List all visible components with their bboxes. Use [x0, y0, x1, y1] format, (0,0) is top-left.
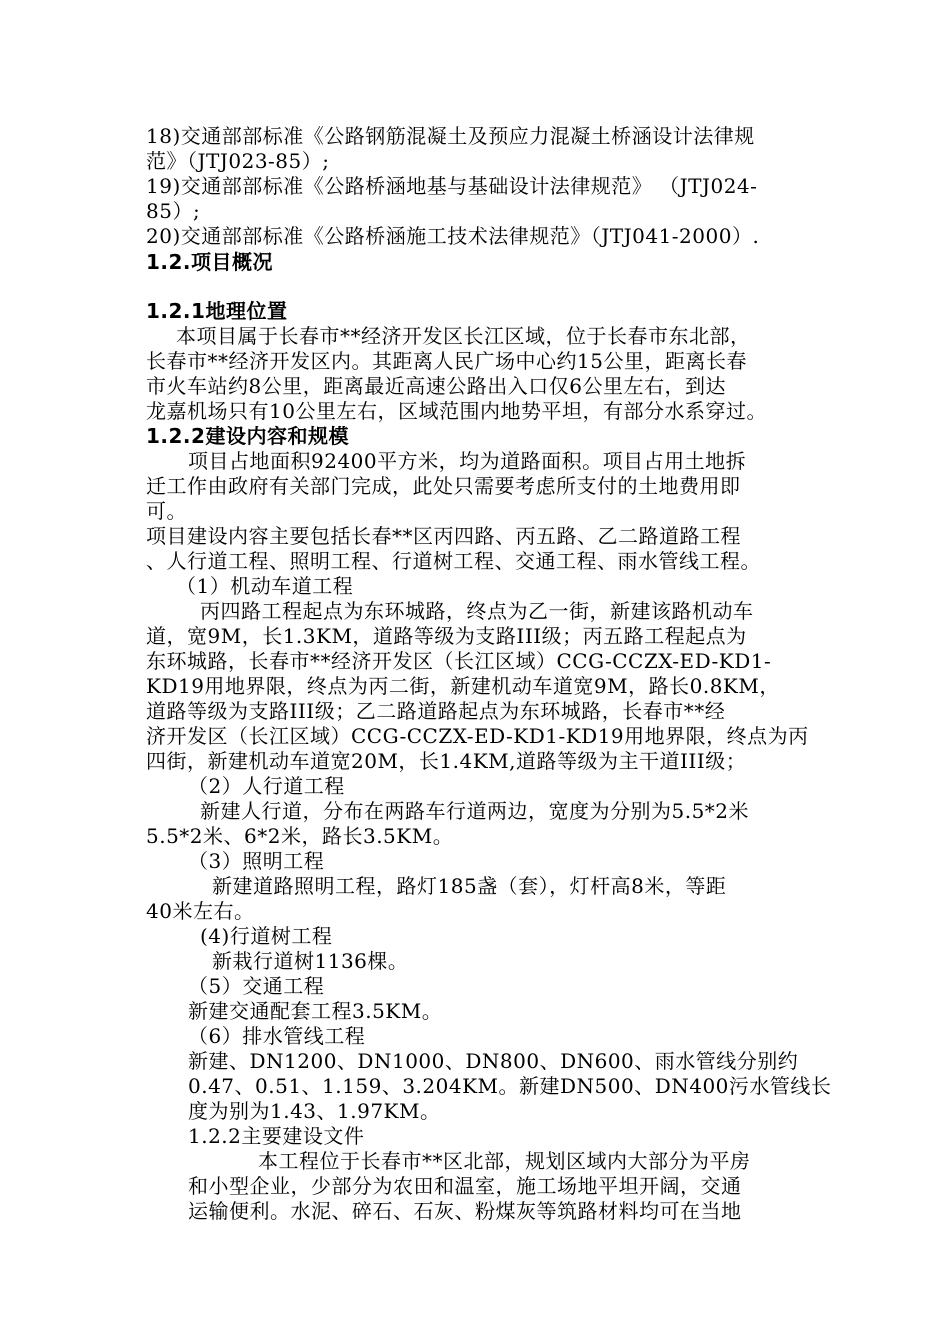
drainage-line: 度为别为1.43、1.97KM。 — [188, 1099, 441, 1123]
sidewalk-line: 新建人行道，分布在两路车行道两边，宽度为分别为5.5*2米 — [200, 799, 750, 823]
motor-lane-line: 丙四路工程起点为东环城路，终点为乙一街，新建该路机动车 — [200, 599, 754, 623]
scope-paragraph-line: 项目占地面积92400平方米，均为道路面积。项目占用土地拆 — [188, 449, 747, 473]
heading-project-overview: 1.2.项目概况 — [146, 250, 274, 274]
section-street-trees-title: (4)行道树工程 — [200, 924, 333, 948]
section-traffic-title: （5）交通工程 — [188, 974, 325, 998]
section-sidewalk-title: （2）人行道工程 — [188, 774, 345, 798]
scope-paragraph-line: 项目建设内容主要包括长春**区丙四路、丙五路、乙二路道路工程 — [146, 524, 741, 548]
documents-paragraph-line: 运输便利。水泥、碎石、石灰、粉煤灰等筑路材料均可在当地 — [188, 1199, 742, 1223]
documents-paragraph-line: 本工程位于长春市**区北部，规划区域内大部分为平房 — [258, 1149, 751, 1173]
section-drainage-title: （6）排水管线工程 — [188, 1024, 366, 1048]
motor-lane-line: 四街，新建机动车道宽20M，长1.4KM,道路等级为主干道III级； — [146, 749, 747, 773]
heading-construction-scope: 1.2.2建设内容和规模 — [146, 424, 349, 448]
section-motor-lane-title: （1）机动车道工程 — [176, 574, 354, 598]
motor-lane-line: 道路等级为支路III级；乙二路道路起点为东环城路，长春市**经 — [146, 699, 726, 723]
scope-paragraph-line: 可。 — [146, 499, 187, 523]
motor-lane-line: 道，宽9M，长1.3KM，道路等级为支路III级；丙五路工程起点为 — [146, 624, 747, 648]
location-paragraph-line: 市火车站约8公里，距离最近高速公路出入口仅6公里左右，到达 — [146, 374, 726, 398]
lighting-line: 新建道路照明工程，路灯185盏（套），灯杆高8米，等距 — [212, 874, 727, 898]
section-lighting-title: （3）照明工程 — [188, 849, 325, 873]
location-paragraph-line: 龙嘉机场只有10公里左右，区域范围内地势平坦，有部分水系穿过。 — [146, 399, 767, 423]
scope-paragraph-line: 迁工作由政府有关部门完成，此处只需要考虑所支付的土地费用即 — [146, 474, 741, 498]
drainage-line: 0.47、0.51、1.159、3.204KM。新建DN500、DN400污水管线长 — [188, 1074, 832, 1098]
drainage-line: 新建、DN1200、DN1000、DN800、DN600、雨水管线分别约 — [188, 1049, 799, 1073]
lighting-line: 40米左右。 — [146, 899, 255, 923]
motor-lane-line: 济开发区（长江区域）CCG-CCZX-ED-KD1-KD19用地界限，终点为丙 — [146, 724, 809, 748]
traffic-line: 新建交通配套工程3.5KM。 — [188, 999, 443, 1023]
location-paragraph-line: 本项目属于长春市**经济开发区长江区域，位于长春市东北部， — [176, 324, 751, 348]
location-paragraph-line: 长春市**经济开发区内。其距离人民广场中心约15公里，距离长春 — [146, 349, 747, 373]
reference-19-line-2: 85）; — [146, 199, 201, 223]
reference-18-line-1: 18)交通部部标准《公路钢筋混凝土及预应力混凝土桥涵设计法律规 — [146, 124, 755, 148]
reference-19-line-1: 19)交通部部标准《公路桥涵地基与基础设计法律规范》 （JTJ024- — [146, 174, 758, 198]
motor-lane-line: KD19用地界限，终点为丙二街，新建机动车道宽9M，路长0.8KM， — [146, 674, 780, 698]
heading-construction-documents: 1.2.2主要建设文件 — [188, 1124, 365, 1148]
motor-lane-line: 东环城路，长春市**经济开发区（长江区域）CCG-CCZX-ED-KD1- — [146, 649, 772, 673]
reference-18-line-2: 范》（JTJ023-85）; — [146, 149, 330, 173]
documents-paragraph-line: 和小型企业，少部分为农田和温室，施工场地平坦开阔，交通 — [188, 1174, 742, 1198]
scope-paragraph-line: 、人行道工程、照明工程、行道树工程、交通工程、雨水管线工程。 — [146, 549, 761, 573]
reference-20: 20)交通部部标准《公路桥涵施工技术法律规范》（JTJ041-2000）. — [146, 224, 760, 248]
street-trees-line: 新栽行道树1136棵。 — [212, 949, 409, 973]
sidewalk-line: 5.5*2米、6*2米，路长3.5KM。 — [146, 824, 454, 848]
heading-geographic-location: 1.2.1地理位置 — [146, 299, 288, 323]
